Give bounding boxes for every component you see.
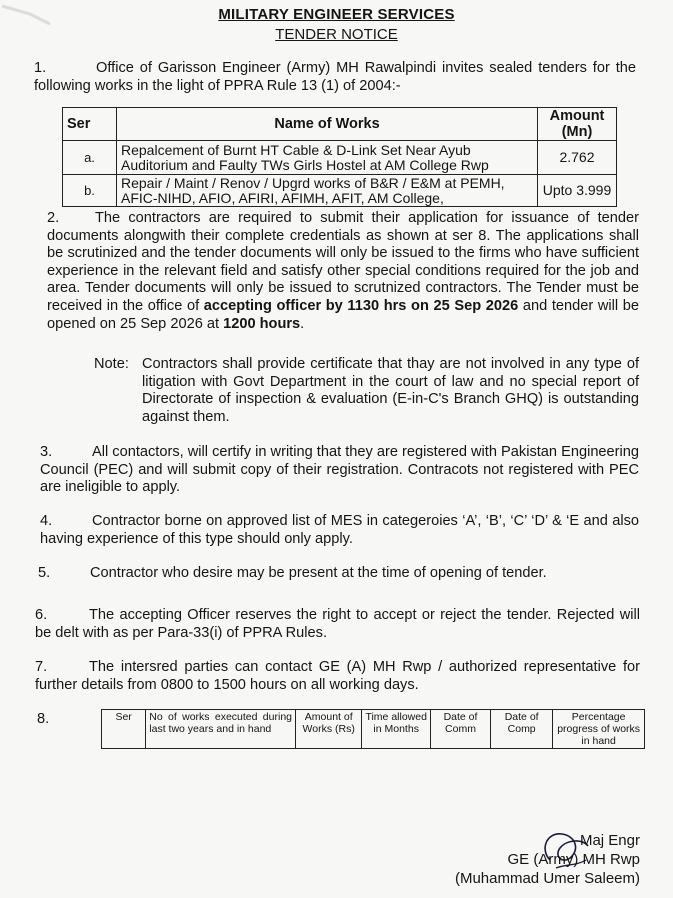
- works-table: [62, 107, 617, 207]
- paragraph-text: and tender will be opened on 25 Sep 2026 at: [47, 297, 640, 332]
- document-subtitle: TENDER NOTICE: [275, 26, 398, 43]
- paragraph-number: 5.: [38, 565, 51, 581]
- paragraph-text: The intersred parties can contact GE (A) MH Rwp / authorized representative for further details from 0800 to 1500 hours on all working days.: [35, 659, 640, 693]
- info-header-works-executed: No of works executed during last two years and in hand: [146, 710, 296, 749]
- row-ser: a.: [63, 141, 117, 175]
- paragraph-text: .: [300, 315, 305, 332]
- paragraph-4: [40, 513, 639, 548]
- deadline-text: accepting officer by 1130 hrs on 25 Sep 2026: [203, 297, 519, 314]
- header-ser: Ser: [63, 108, 117, 141]
- paragraph-number: 6.: [35, 607, 48, 623]
- header-name-of-works: Name of Works: [117, 108, 538, 141]
- note-label: Note:: [94, 356, 129, 372]
- paragraph-number: 1.: [34, 60, 47, 76]
- note-text: Contractors shall provide certificate that thay are not involved in any type of litigation with Govt Department in the court of law and no special report of Directorate of inspection & evaluation (E-in-C's Branch GHQ) is outstanding against them.: [142, 356, 639, 425]
- paragraph-number: 4.: [40, 513, 53, 529]
- info-header-date-comm: Date of Comm: [430, 710, 490, 749]
- paragraph-text: All contactors, will certify in writing that they are registered with Pakistan Engineering Council (PEC) and will submit copy of their registration. Contracots not registered with PEC are ineligible to apply.: [40, 444, 639, 496]
- table-row: [63, 175, 617, 207]
- info-header-date-comp: Date of Comp: [491, 710, 553, 749]
- header-amount: Amount (Mn): [538, 108, 617, 141]
- info-header-time-allowed: Time allowed in Months: [362, 710, 431, 749]
- row-ser: b.: [63, 175, 117, 207]
- paragraph-text: The accepting Officer reserves the right to accept or reject the tender. Rejected will be delt with as per Para-33(i) of PPRA Rules.: [35, 607, 640, 641]
- info-header-percentage-progress: Percentage progress of works in hand: [553, 710, 645, 749]
- signature-name: (Muhammad Umer Saleem): [454, 870, 640, 887]
- paragraph-number: 7.: [35, 659, 48, 675]
- works-table-header: [63, 108, 617, 141]
- table-row: [63, 141, 617, 175]
- paragraph-text: Office of Garisson Engineer (Army) MH Rawalpindi invites sealed tenders for the following works in the light of PPRA Rule 13 (1) of 2004:-: [34, 60, 636, 94]
- paragraph-6: [35, 607, 640, 642]
- opening-time-text: 1200 hours: [223, 315, 301, 332]
- paragraph-1: [34, 60, 636, 95]
- credentials-table: [101, 709, 645, 749]
- info-header-ser: Ser: [102, 710, 146, 749]
- paragraph-text: Contractor who desire may be present at the time of opening of tender.: [90, 565, 547, 581]
- row-work: Repair / Maint / Renov / Upgrd works of B&R / E&M at PEMH, AFIC-NIHD, AFIO, AFIRI, AFIMH, AFIT, AM College,: [117, 175, 538, 207]
- signature-appointment: GE (Army) MH Rwp: [507, 851, 640, 868]
- paragraph-8-number: 8.: [37, 711, 50, 727]
- table-row: [102, 710, 645, 749]
- paragraph-5: [38, 565, 638, 583]
- document-title: MILITARY ENGINEER SERVICES: [218, 6, 455, 23]
- row-amount: Upto 3.999: [538, 175, 617, 207]
- row-work: Repalcement of Burnt HT Cable & D-Link Set Near Ayub Auditorium and Faulty TWs Girls Hostel at AM College Rwp: [117, 141, 538, 175]
- paragraph-7: [35, 659, 640, 694]
- info-header-amount: Amount of Works (Rs): [296, 710, 362, 749]
- paragraph-number: 3.: [40, 444, 53, 460]
- row-amount: 2.762: [538, 141, 617, 175]
- note-block: [94, 356, 639, 426]
- paragraph-3: [40, 444, 639, 497]
- paragraph-number: 2.: [47, 210, 60, 226]
- signature-rank: Maj Engr: [579, 832, 640, 849]
- paragraph-2: [47, 210, 639, 333]
- paragraph-text: Contractor borne on approved list of MES in categeroies ‘A’, ‘B’, ‘C’ ‘D’ & ‘E and also having experience of this type should only apply.: [40, 513, 639, 547]
- paragraph-text: The contractors are required to submit their application for issuance of tender documents alongwith their complete credentials as shown at ser 8. The applications shall be scrutinized and the tender documents will only be issued to the firms who have sufficient experience in the relevant field and satisfy other special conditions required for the job and area. Tender documents will only be issued to scrutnized contractors. The Tender must be received in the office of: [47, 210, 639, 314]
